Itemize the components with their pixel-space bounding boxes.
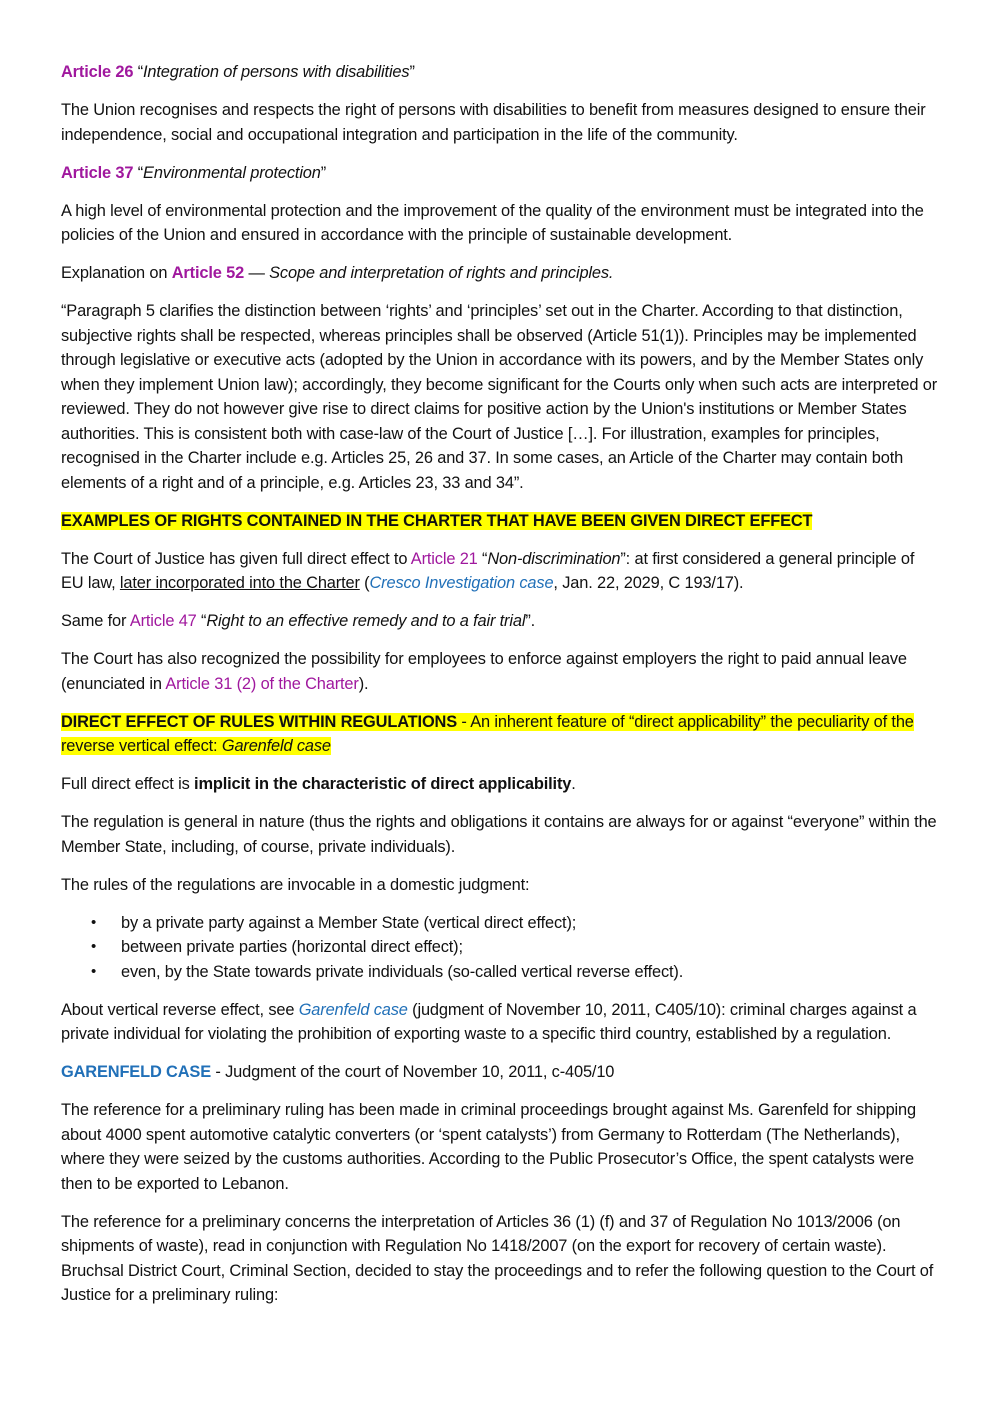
article-21-title: Non-discrimination (487, 549, 621, 568)
text-run: , Jan. 22, 2029, C 193/17). (553, 574, 744, 592)
list-item (61, 911, 940, 936)
article-26-heading: Article 26 “Integration of persons with disabilities” (61, 63, 415, 81)
examples-paragraph-1 (61, 547, 940, 596)
examples-heading: EXAMPLES OF RIGHTS CONTAINED IN THE CHARTER THAT HAVE BEEN GIVEN DIRECT EFFECT (61, 511, 813, 530)
regulations-heading-case: Garenfeld case (221, 737, 331, 755)
regulations-paragraph-2: The regulation is general in nature (thus the rights and obligations it contains are always for or against “everyone” within the Member State, including, of course, private individuals). (61, 813, 937, 856)
garenfeld-case-link[interactable]: Garenfeld case (298, 1000, 408, 1019)
regulations-paragraph-3: The rules of the regulations are invocable in a domestic judgment: (61, 875, 530, 894)
article-26-title: Integration of persons with disabilities (143, 63, 410, 81)
text-run: The Court of Justice has given full direct effect to (61, 549, 411, 568)
article-52-prefix: Explanation on (61, 264, 172, 282)
text-run: The Court has also recognized the possibility for employees to enforce against employers the right to paid annual leave (enunciated in (61, 650, 907, 693)
regulations-heading-rest: - An inherent feature of “direct applicability” the peculiarity of the reverse vertical effect: (61, 712, 914, 755)
article-52-quote: “Paragraph 5 clarifies the distinction between ‘rights’ and ‘principles’ set out in the Charter. According to that distinction, subjective rights shall be respected, whereas principles shall be observed (Article 51(1)). Principles may be implemented through legislative or executive acts (adopted by the Union in accordance with its powers, and by the Member States only when they implement Union law); accordingly, they become significant for the Courts only when such acts are interpreted or reviewed. They do not however give rise to direct claims for positive action by the Union's institutions or Member States authorities. This is consistent both with case-law of the Court of Justice […]. For illustration, examples for principles, recognised in the Charter include e.g. Articles 25, 26 and 37. In some cases, an Article of the Charter may contain both elements of a right and of a principle, e.g. Articles 23, 33 and 34”. (61, 302, 938, 492)
article-31-link[interactable]: Article 31 (2) of the Charter (165, 674, 359, 693)
examples-paragraph-3 (61, 647, 940, 696)
garenfeld-heading-rest: - Judgment of the court of November 10, 2011, c-405/10 (210, 1063, 615, 1081)
bullet-list (61, 911, 940, 985)
article-26-text: The Union recognises and respects the right of persons with disabilities to benefit from measures designed to ensure their independence, social and occupational integration and participation in the life of the community. (61, 101, 926, 144)
garenfeld-heading-para (61, 1060, 940, 1085)
article-37-text: A high level of environmental protection and the improvement of the quality of the environment must be integrated into the policies of the Union and ensured in accordance with the principle of sustainable development. (61, 201, 924, 244)
article-52-heading (61, 261, 940, 286)
text-run: ”: at first considered a general principle of EU law, (61, 549, 915, 592)
article-37-heading: Article 37 “Environmental protection” (61, 163, 327, 182)
bullet-icon: • (91, 938, 97, 955)
garenfeld-paragraph-2: The reference for a preliminary concerns the interpretation of Articles 36 (1) (f) and 37 of Regulation No 1013/2006 (on shipments of waste), read in conjunction with Regulation No 1418/2007 (on the export for recovery of certain waste). Bruchsal District Court, Criminal Section, decided to stay the proceedings and to refer the following question to the Court of Justice for a preliminary ruling: (61, 1212, 934, 1304)
bullet-icon: • (91, 913, 97, 931)
text-run: (judgment of November 10, 2011, C405/10): criminal charges against a private individual for violating the prohibition of exporting waste to a specific third country, established by a regulation. (61, 1000, 917, 1043)
text-run: ”. (525, 612, 536, 630)
article-52-title: Scope and interpretation of rights and principles. (269, 264, 614, 282)
regulations-paragraph-1 (61, 772, 940, 797)
text-run: ( (359, 574, 370, 592)
article-37-title: Environmental protection (143, 163, 321, 182)
text-run: Full direct effect is (61, 775, 195, 793)
list-item-text: by a private party against a Member State (vertical direct effect); (121, 913, 577, 932)
article-47-title: Right to an effective remedy and to a fair trial (206, 612, 526, 630)
examples-heading-para (61, 509, 940, 534)
text-run: ). (358, 674, 369, 693)
text-run: “ (477, 549, 488, 568)
article-21-link[interactable]: Article 21 (410, 549, 478, 568)
underlined-text: later incorporated into the Charter (119, 574, 360, 592)
list-item-text: between private parties (horizontal direct effect); (121, 938, 463, 956)
list-item-text: even, by the State towards private individuals (so-called vertical reverse effect). (121, 962, 684, 981)
garenfeld-heading[interactable]: GARENFELD CASE (61, 1063, 211, 1081)
article-47-link[interactable]: Article 47 (129, 612, 197, 630)
bold-text: implicit in the characteristic of direct applicability (194, 775, 572, 793)
regulations-paragraph-4 (61, 998, 940, 1047)
article-52-dash: — (244, 264, 270, 282)
article-52-ref[interactable]: Article 52 (171, 264, 245, 282)
text-run: Same for (61, 612, 130, 630)
garenfeld-paragraph-1: The reference for a preliminary ruling has been made in criminal proceedings brought against Ms. Garenfeld for shipping about 4000 spent automotive catalytic converters (or ‘spent catalysts’) from Germany to Rotterdam (The Netherlands), where they were seized by the customs authorities. According to the Public Prosecutor’s Office, the spent catalysts were then to be exported to Lebanon. (61, 1101, 916, 1193)
regulations-heading: DIRECT EFFECT OF RULES WITHIN REGULATIONS (61, 712, 458, 731)
examples-paragraph-2 (61, 609, 940, 634)
list-item (61, 935, 940, 960)
text-run: “ (196, 612, 207, 630)
list-item (61, 960, 940, 985)
regulations-heading-para (61, 710, 940, 759)
article-37-ref[interactable]: Article 37 (61, 163, 134, 182)
cresco-case-link[interactable]: Cresco Investigation case (369, 574, 554, 592)
bullet-icon: • (91, 962, 97, 980)
article-26-ref[interactable]: Article 26 (61, 63, 134, 81)
text-run: About vertical reverse effect, see (61, 1000, 299, 1019)
text-run: . (571, 775, 576, 793)
